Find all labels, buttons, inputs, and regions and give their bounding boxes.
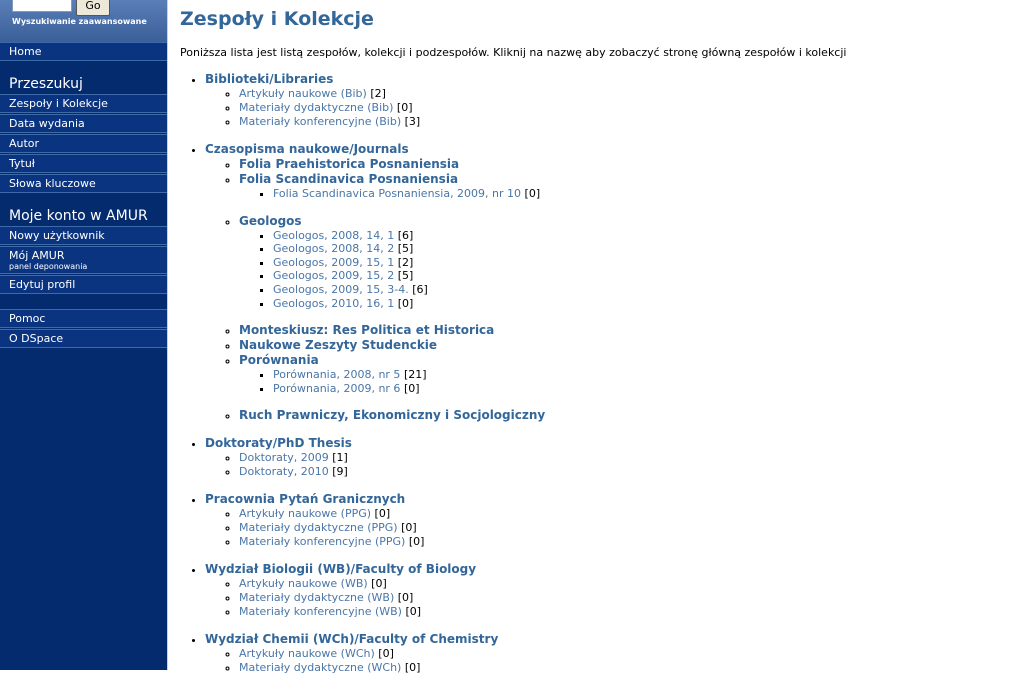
collection-item bbox=[239, 465, 1010, 479]
item-count: [0] bbox=[404, 661, 421, 675]
collection-item bbox=[273, 269, 1010, 283]
sub-list bbox=[205, 647, 1010, 675]
sub-list bbox=[205, 577, 1010, 619]
collection-link[interactable]: Artykuły naukowe (PPG) bbox=[239, 507, 372, 521]
community-item bbox=[205, 562, 1010, 619]
collection-link[interactable]: Porównania, 2009, nr 6 bbox=[273, 381, 401, 395]
nav-title[interactable]: Tytuł bbox=[0, 154, 167, 173]
collection-link[interactable]: Folia Scandinavica Posnaniensia, 2009, nr 10 bbox=[273, 187, 522, 200]
collection-item bbox=[239, 115, 1010, 129]
collection-item bbox=[273, 368, 1010, 382]
nav-new-user[interactable]: Nowy użytkownik bbox=[0, 226, 167, 245]
collection-link[interactable]: Geologos, 2009, 15, 1 bbox=[273, 255, 395, 269]
collection-item bbox=[239, 535, 1010, 549]
subcommunity-link[interactable]: Naukowe Zeszyty Studenckie bbox=[239, 338, 438, 353]
nav-date-issued[interactable]: Data wydania bbox=[0, 114, 167, 133]
collection-item bbox=[239, 507, 1010, 521]
collection-link[interactable]: Geologos, 2008, 14, 2 bbox=[273, 242, 395, 256]
item-count: [0] bbox=[524, 187, 541, 200]
nav-about[interactable]: O DSpace bbox=[0, 329, 167, 348]
community-link[interactable]: Biblioteki/Libraries bbox=[205, 72, 334, 86]
search-input[interactable] bbox=[12, 0, 72, 12]
item-count: [0] bbox=[396, 101, 413, 114]
community-item bbox=[205, 72, 1010, 129]
item-count: [0] bbox=[408, 535, 425, 549]
community-item bbox=[205, 436, 1010, 479]
subcommunity-link[interactable]: Folia Scandinavica Posnaniensia bbox=[239, 172, 459, 186]
item-count: [9] bbox=[332, 465, 348, 479]
collection-link[interactable]: Geologos, 2010, 16, 1 bbox=[273, 296, 395, 310]
subcommunity-item bbox=[239, 172, 1010, 201]
collection-link[interactable]: Materiały dydaktyczne (WCh) bbox=[239, 661, 402, 675]
item-count: [0] bbox=[378, 647, 394, 661]
item-count: [3] bbox=[404, 115, 421, 128]
subcommunity-item bbox=[239, 157, 1010, 172]
item-count: [2] bbox=[370, 87, 386, 100]
nav-communities[interactable]: Zespoły i Kolekcje bbox=[0, 94, 167, 113]
community-item bbox=[205, 492, 1010, 549]
collection-item bbox=[239, 87, 1010, 101]
nav-help[interactable]: Pomoc bbox=[0, 309, 167, 328]
collection-item bbox=[273, 382, 1010, 396]
sub-list bbox=[205, 157, 1010, 423]
item-count: [0] bbox=[371, 577, 387, 591]
item-count: [5] bbox=[397, 242, 414, 256]
collection-link[interactable]: Materiały konferencyjne (PPG) bbox=[239, 535, 406, 549]
collection-item bbox=[273, 242, 1010, 256]
community-link[interactable]: Wydział Biologii (WB)/Faculty of Biology bbox=[205, 562, 477, 577]
nav-keywords[interactable]: Słowa kluczowe bbox=[0, 174, 167, 193]
collection-link[interactable]: Artykuły naukowe (WB) bbox=[239, 577, 368, 591]
nav-my-amur[interactable] bbox=[0, 246, 167, 274]
collection-link[interactable]: Artykuły naukowe (WCh) bbox=[239, 647, 375, 661]
community-link[interactable]: Wydział Chemii (WCh)/Faculty of Chemistry bbox=[205, 632, 499, 647]
page-title: Zespoły i Kolekcje bbox=[180, 8, 374, 30]
subcommunity-link[interactable]: Geologos bbox=[239, 213, 302, 228]
collection-link[interactable]: Materiały dydaktyczne (Bib) bbox=[239, 101, 394, 114]
subcommunity-item bbox=[239, 323, 1010, 338]
subcommunity-link[interactable]: Monteskiusz: Res Politica et Historica bbox=[239, 323, 495, 338]
main-content bbox=[180, 0, 1010, 688]
collection-item bbox=[273, 256, 1010, 270]
subcommunity-item bbox=[239, 214, 1010, 311]
collection-item bbox=[239, 605, 1010, 619]
collection-item bbox=[273, 283, 1010, 297]
collection-link[interactable]: Materiały konferencyjne (WB) bbox=[239, 605, 402, 619]
item-count: [5] bbox=[397, 269, 414, 283]
item-count: [0] bbox=[397, 591, 414, 605]
collection-item bbox=[273, 297, 1010, 311]
nav-home[interactable]: Home bbox=[0, 42, 167, 61]
item-count: [0] bbox=[374, 507, 391, 521]
community-link[interactable]: Doktoraty/PhD Thesis bbox=[205, 436, 352, 451]
community-item bbox=[205, 142, 1010, 423]
collection-list bbox=[239, 368, 1010, 395]
intro-text: Poniższa lista jest listą zespołów, kolekcji i podzespołów. Kliknij na nazwę aby zobaczyć stronę główną zespołów i kolekcji bbox=[180, 46, 847, 59]
community-item bbox=[205, 632, 1010, 675]
item-count: [0] bbox=[397, 296, 414, 310]
subcommunity-item bbox=[239, 353, 1010, 395]
collection-link[interactable]: Doktoraty, 2010 bbox=[239, 465, 329, 479]
subcommunity-link[interactable]: Folia Praehistorica Posnaniensia bbox=[239, 157, 460, 171]
subcommunity-item bbox=[239, 338, 1010, 353]
sidebar bbox=[0, 0, 168, 670]
browse-heading: Przeszukuj bbox=[9, 76, 83, 92]
collection-item bbox=[239, 577, 1010, 591]
item-count: [6] bbox=[397, 228, 414, 242]
collection-item bbox=[239, 591, 1010, 605]
nav-author[interactable]: Autor bbox=[0, 134, 167, 153]
collection-item bbox=[239, 521, 1010, 535]
sub-list bbox=[205, 87, 1010, 129]
subcommunity-link[interactable]: Ruch Prawniczy, Ekonomiczny i Socjologiczny bbox=[239, 408, 546, 423]
collection-list bbox=[239, 187, 1010, 201]
item-count: [0] bbox=[405, 605, 422, 619]
search-box bbox=[0, 0, 167, 42]
collection-item bbox=[239, 661, 1010, 675]
item-count: [21] bbox=[403, 368, 427, 382]
item-count: [2] bbox=[397, 255, 414, 269]
collection-link[interactable]: Doktoraty, 2009 bbox=[239, 451, 329, 465]
item-count: [6] bbox=[412, 282, 428, 296]
community-list bbox=[180, 72, 1010, 675]
collection-link[interactable]: Geologos, 2009, 15, 3-4. bbox=[273, 282, 409, 296]
subcommunity-item bbox=[239, 408, 1010, 423]
collection-item bbox=[239, 647, 1010, 661]
collection-link[interactable]: Porównania, 2008, nr 5 bbox=[273, 368, 401, 382]
item-count: [0] bbox=[401, 521, 417, 535]
collection-link[interactable]: Materiały dydaktyczne (WB) bbox=[239, 591, 395, 605]
collection-item bbox=[273, 187, 1010, 201]
sub-list bbox=[205, 507, 1010, 549]
collection-link[interactable]: Materiały dydaktyczne (PPG) bbox=[239, 521, 398, 535]
go-button[interactable]: Go bbox=[76, 0, 110, 16]
collection-link[interactable]: Geologos, 2009, 15, 2 bbox=[273, 269, 395, 283]
my-amur-label: Mój AMUR bbox=[9, 249, 65, 262]
collection-item bbox=[239, 451, 1010, 465]
collection-link[interactable]: Artykuły naukowe (Bib) bbox=[239, 87, 367, 100]
sub-list bbox=[205, 451, 1010, 479]
nav-edit-profile[interactable]: Edytuj profil bbox=[0, 275, 167, 294]
advanced-search-link[interactable]: Wyszukiwanie zaawansowane bbox=[12, 17, 147, 26]
collection-link[interactable]: Materiały konferencyjne (Bib) bbox=[239, 115, 402, 128]
community-link[interactable]: Czasopisma naukowe/Journals bbox=[205, 142, 409, 156]
community-link[interactable]: Pracownia Pytań Granicznych bbox=[205, 492, 406, 507]
my-amur-sublabel: panel deponowania bbox=[9, 262, 88, 271]
collection-item bbox=[273, 229, 1010, 243]
collection-item bbox=[239, 101, 1010, 115]
subcommunity-link[interactable]: Porównania bbox=[239, 353, 319, 368]
item-count: [1] bbox=[332, 451, 348, 465]
item-count: [0] bbox=[403, 381, 420, 395]
account-heading: Moje konto w AMUR bbox=[9, 208, 148, 224]
collection-list bbox=[239, 229, 1010, 311]
collection-link[interactable]: Geologos, 2008, 14, 1 bbox=[273, 228, 395, 242]
